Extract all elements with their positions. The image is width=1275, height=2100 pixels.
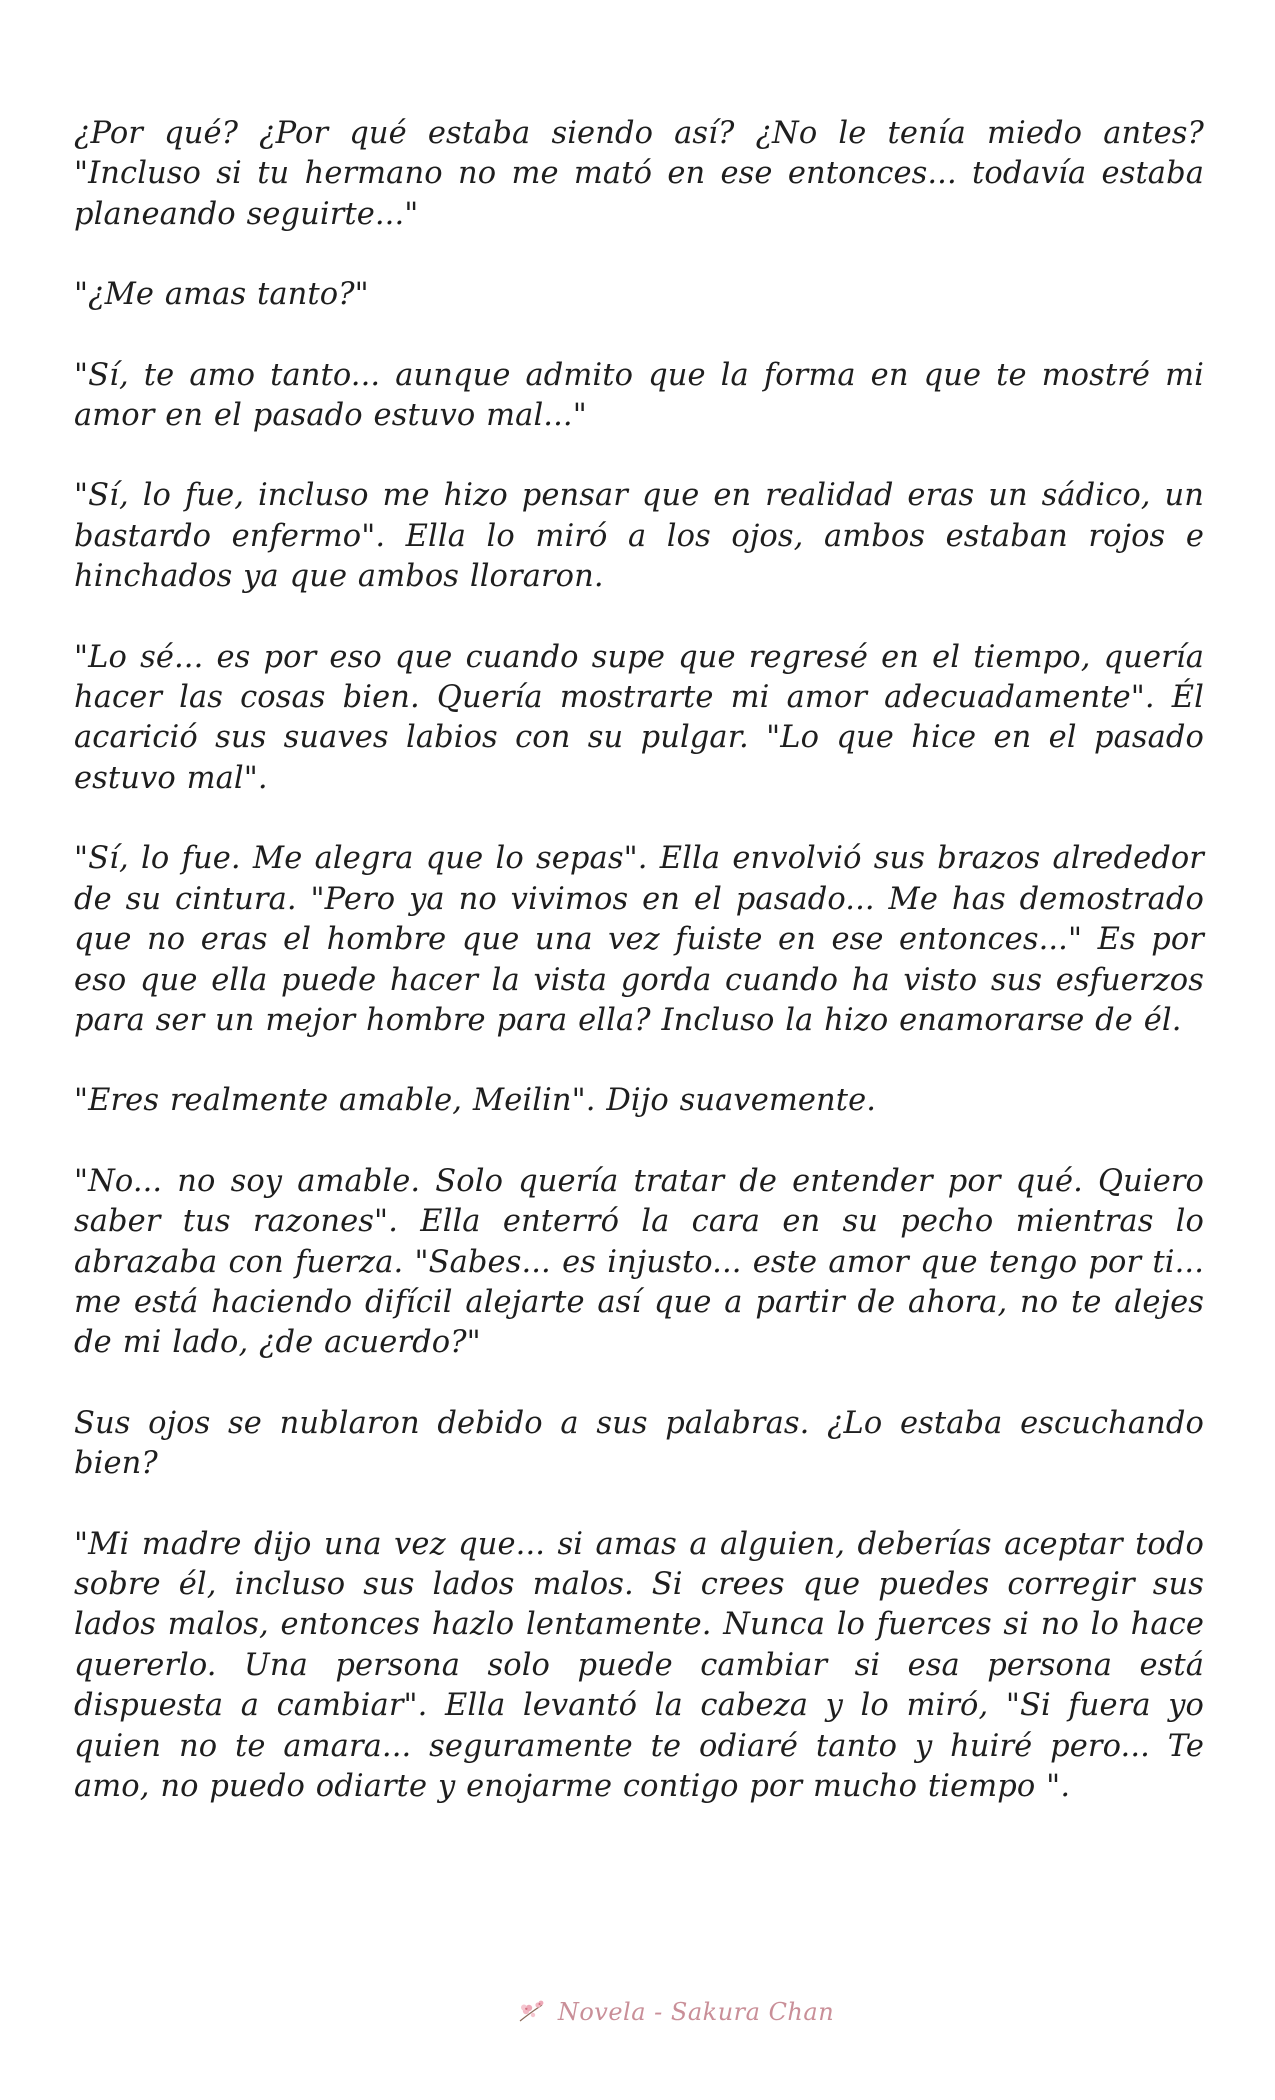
footer-inner bbox=[516, 1998, 834, 2026]
document-body bbox=[74, 114, 1204, 1847]
footer-watermark bbox=[0, 1998, 1275, 2026]
paragraph: "Sí, lo fue. Me alegra que lo sepas". Ella envolvió sus brazos alrededor de su cintura. "Pero ya no vivimos en el pasado... Me has demostrado que no eras el hombre que una vez fuiste en ese entonces..." Es por eso que ella puede hacer la vista gorda cuando ha visto sus esfuerzos para ser un mejor hombre para ella? Incluso la hizo enamorarse de él. bbox=[74, 841, 1204, 1038]
footer-text: Novela - Sakura Chan bbox=[557, 1998, 835, 2026]
paragraph: "Eres realmente amable, Meilin". Dijo suavemente. bbox=[74, 1083, 877, 1119]
paragraph: "Mi madre dijo una vez que... si amas a alguien, deberías aceptar todo sobre él, incluso sus lados malos. Si crees que puedes corregir sus lados malos, entonces hazlo lentamente. Nunca lo fuerces si no lo hace quererlo. Una persona solo puede cambiar si esa persona está dispuesta a cambiar". Ella levantó la cabeza y lo miró, "Si fuera yo quien no te amara... seguramente te odiaré tanto y huiré pero... Te amo, no puedo odiarte y enojarme contigo por mucho tiempo ". bbox=[74, 1526, 1204, 1804]
paragraph: "Sí, te amo tanto... aunque admito que la forma en que te mostré mi amor en el pasado estuvo mal..." bbox=[74, 357, 1204, 434]
paragraph: ¿Por qué? ¿Por qué estaba siendo así? ¿No le tenía miedo antes? "Incluso si tu hermano no me mató en ese entonces... todavía estaba planeando seguirte..." bbox=[74, 116, 1204, 232]
paragraph: "Lo sé... es por eso que cuando supe que regresé en el tiempo, quería hacer las cosas bien. Quería mostrarte mi amor adecuadamente". Él acarició sus suaves labios con su pulgar. "Lo que hice en el pasado estuvo mal". bbox=[74, 639, 1204, 796]
paragraph: "¿Me amas tanto?" bbox=[74, 277, 369, 313]
sakura-flower-icon bbox=[516, 1999, 550, 2025]
paragraph: Sus ojos se nublaron debido a sus palabras. ¿Lo estaba escuchando bien? bbox=[74, 1405, 1204, 1482]
paragraph: "No... no soy amable. Solo quería tratar de entender por qué. Quiero saber tus razones". Ella enterró la cara en su pecho mientras lo abrazaba con fuerza. "Sabes... es injusto... este amor que tengo por ti... me está haciendo difícil alejarte así que a partir de ahora, no te alejes de mi lado, ¿de acuerdo?" bbox=[74, 1163, 1204, 1361]
paragraph: "Sí, lo fue, incluso me hizo pensar que en realidad eras un sádico, un bastardo enfermo". Ella lo miró a los ojos, ambos estaban rojos e hinchados ya que ambos lloraron. bbox=[74, 478, 1204, 595]
